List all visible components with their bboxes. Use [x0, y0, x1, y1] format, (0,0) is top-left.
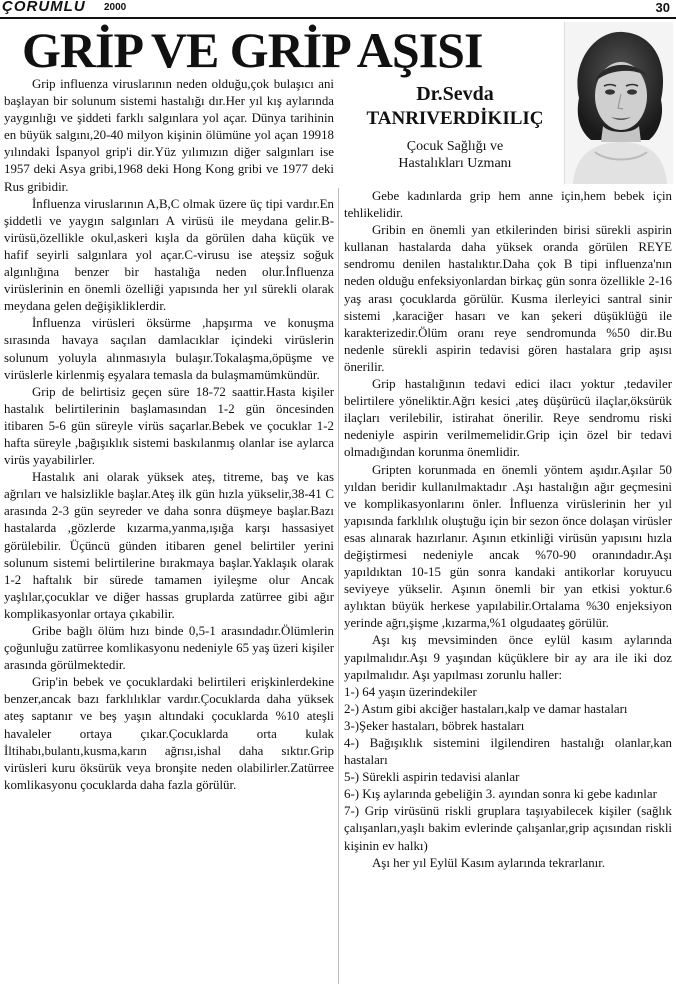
author-role-line2: Hastalıkları Uzmanı	[398, 156, 512, 171]
paragraph: Gribe bağlı ölüm hızı binde 0,5-1 arasındadır.Ölümlerin çoğunluğu zatürree komlikasyonu nedeniyle 65 yaş üzeri kişiler arasında görülmektedir.	[4, 624, 334, 673]
author-name-line1: Dr.Sevda	[416, 83, 494, 105]
list-item: 2-) Astım gibi akciğer hastaları,kalp ve damar hastaları	[344, 701, 628, 716]
paragraph: Gribin en önemli yan etkilerinden birisi sürekli aspirin kullanan hastalarda daha yüksek oranda görülen REYE sendromu denilen hastalıktır.Daha çok B tipi influenza'nın neden olduğu enfeksiyonlardan birkaç gün sonra özellikle 2-16 yaş arası çocuklarda görülür. Kusma ilerleyici santral sinir sistemi ,karaciğer hasarı ve kan şekeri düşüklüğü ile karakterizedir.Ölüm oranı reye sendromunda %50 dir.Bu nedenle sürekli aspirin tedavisi gören hastalara grip aşısı önerilir.	[344, 223, 672, 374]
issue-year: 2000	[104, 2, 127, 13]
paragraph: Hastalık ani olarak yüksek ateş, titreme, baş ve kas ağrıları ve halsizlikle başlar.Ateş ilk gün hızla yükselir,38-41 C arasında 2-3 gün seyreder ve daha sonra düşmeye başlar.Bazı hastalarda ,gözlerde kızarma,yanma,ışığa karşı hassasiyet görülebilir. Üçüncü günden itibaren genel belirtiler yerini solunum sistemi belirtilerine bırakmaya başlar.Yaklaşık olarak 1-2 haftalık bir sürede tamamen iyileşme olur Ancak yaşlılar,çocuklar ve diğer hassas gruplarda zatürree gibi ağır komplikasyonlar ortaya çıkabilir.	[4, 470, 334, 621]
page-number: 30	[655, 0, 670, 15]
list-item: 1-) 64 yaşın üzerindekiler	[344, 684, 477, 699]
paragraph: İnfluenza viruslarının A,B,C olmak üzere üç tipi vardır.En şiddetli ve yaygın salgınları A virüsü ile meydana gelir.B-virüsü,özellikle okul,askeri kışla da görülen daha küçük ve hafif seyirli salgınlara yol açar.C-virusu ise ateşsiz soğuk algınlığına benzer bir hastalığa neden olur.İnfluenza virüslerinin en önemli özelliği yapısında her yıl sürekli olarak meydana gelen değişikliklerdir.	[4, 196, 334, 314]
paragraph: Grip de belirtisiz geçen süre 18-72 saattir.Hasta kişiler hastalık belirtilerinin başlamasından 1-2 gün öncesinden itibaren 5-6 gün süreyle virüs saçarlar.Bebek ve çocuklar 1-2 hafta süreyle ,bağışıklık sistemi baskılanmış olanlar ise aylarca virüs yayabilirler.	[4, 384, 334, 468]
list-item: 5-) Sürekli aspirin tedavisi alanlar	[344, 770, 520, 785]
author-block	[340, 82, 570, 172]
closing-sentence: Aşı her yıl Eylül Kasım aylarında tekrarlanır.	[372, 855, 606, 870]
list-item: 7-) Grip virüsünü riskli gruplara taşıyabilecek kişiler (sağlık çalışanları,yaşlı bakim evlerinde çalışanlar,grip açısından riskli kişinin ev halkı)	[344, 804, 672, 853]
paragraph: Aşı kış mevsiminden önce eylül kasım aylarında yapılmalıdır.Aşı 9 yaşından küçüklere bir ay ara ile iki doz yapılmalıdır. Aşı yapılması zorunlu haller:	[344, 633, 672, 682]
newspaper-logo: ÇORUMLU	[2, 0, 86, 15]
list-item: 4-) Bağışıklık sistemini ilgilendiren hastalığı olanlar,kan hastaları	[344, 736, 672, 768]
paragraph: Grip influenza viruslarının neden olduğu,çok bulaşıcı ani başlayan bir solunum sistemi hastalığı dır.Her yıl kış aylarında yaygınlığı ve şiddeti farklı salgınlara yol açar. Dünya tarihinin en büyük salgını,20-40 milyon kişinin ölümüne yol açan 19918 yılındaki İspanyol grip'i dir.Yüz yılımızın diğer salgınları ise 1957 deki Asya gribi,1968 deki Hong Kong gribi ve 1977 deki Rus gribidir.	[4, 77, 334, 194]
column-divider	[338, 188, 339, 984]
paragraph: Gebe kadınlarda grip hem anne için,hem bebek için tehlikelidir.	[344, 189, 672, 221]
left-column	[4, 76, 334, 794]
article-title: GRİP VE GRİP AŞISI	[22, 22, 483, 78]
paragraph: Grip'in bebek ve çocuklardaki belirtileri erişkinlerdekine benzer,ancak bazı farklılıklar vardır.Çocuklarda daha yüksek ateş saptanır ve beş yaşın altındaki çocuklarda %10 ateşli havaleler ortaya çıkar.Çocuklarda orta kulak İltihabı,bulantı,kusma,karın ağrısı,ishal daha sıktır.Grip virüsleri kuru öksürük veya bronşite neden olabilirler.Zatürree komlikasyonu çocuklarda daha fazla görülür.	[4, 675, 334, 792]
paragraph: Gripten korunmada en önemli yöntem aşıdır.Aşılar 50 yıldan beridir kullanılmaktadır .Aşı hastalığın ağır geçmesini ve komplikasyonlarını önler. İnfluenza virüslerinin her yıl yapısında farklılık oluştuğu için bir sezon önce dolaşan virüsler esas alınarak hazırlanır. Aşının etkinliği virüsün yapısını hızla değiştirmesi nedeniyle ancak %70-90 oranındadır.Aşı yapıldıktan 10-15 gün sonra kandaki antikorlar koruyucu seviyeye yükselir. Aşının önemli bir yan etkisi yoktur.6 aylıktan büyük herkese yapılabilir.Ortalama %30 enjeksiyon yerinde ağrı,şişme ,kızarma,%1 olgudaateş görülür.	[344, 462, 672, 631]
list-item: 3-)Şeker hastaları, böbrek hastaları	[344, 718, 525, 733]
header-rule	[0, 17, 676, 19]
right-column	[344, 188, 672, 872]
paragraph: Grip hastalığının tedavi edici ilacı yoktur ,tedaviler belirtilere yöneliktir.Ağrı kesici ,ateş düşürücü ilaçlar,öksürük ilaçları verilebilir, istirahat önerilir. Reye sendromu riski nedeniyle aspirin verilmemelidir.Grip için özel bir tedavi olmadığından korunma önemlidir.	[344, 377, 672, 460]
author-name-line2: TANRIVERDİKILIÇ	[366, 108, 544, 129]
author-portrait-icon	[565, 22, 673, 184]
list-item: 6-) Kış aylarında gebeliğin 3. ayından sonra ki gebe kadınlar	[344, 787, 657, 802]
author-photo	[564, 22, 673, 184]
paragraph: İnfluenza virüsleri öksürme ,hapşırma ve konuşma sırasında havaya saçılan damlacıklar içindeki virüslerin solunum yoluyla alınmasıyla bulaşır.Tokalaşma,öpüşme ve virüslerle kirlenmiş eşyalara temasla da bulaşmamümkündür.	[4, 316, 334, 382]
page-header	[0, 0, 676, 18]
author-role-line1: Çocuk Sağlığı ve	[406, 139, 504, 154]
author-role	[340, 138, 570, 172]
